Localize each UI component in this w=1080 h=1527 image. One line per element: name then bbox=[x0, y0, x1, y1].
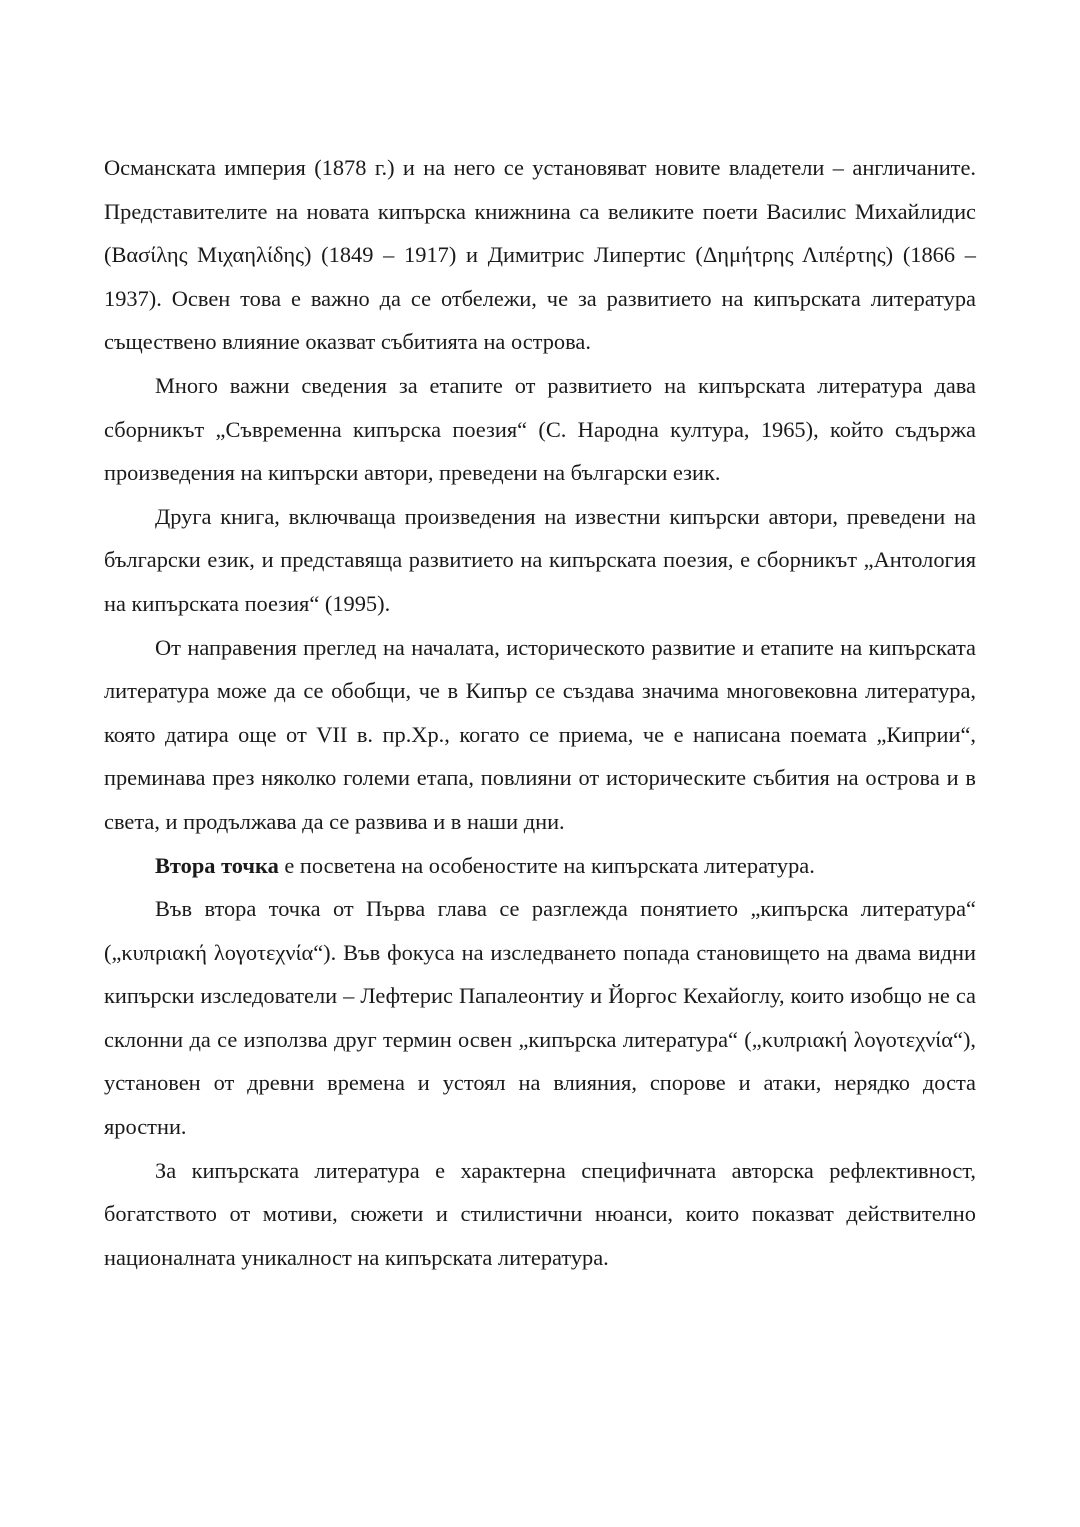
paragraph-5 bbox=[104, 844, 976, 888]
paragraph-6: Във втора точка от Първа глава се разглежда понятието „кипърска литература“ („κυπριακή λογοτεχνία“). Във фокуса на изследването попада становището на двама видни кипърски изследователи – Лефтерис Папалеонтиу и Йоргос Кехайоглу, които изобщо не са склонни да се използва друг термин освен „кипърска литература“ („κυπριακή λογοτεχνία“), установен от древни времена и устоял на влияния, спорове и атаки, нерядко доста яростни. bbox=[104, 896, 976, 1140]
paragraph-1: Османската империя (1878 г.) и на него се установяват новите владетели – англичаните. Представителите на новата кипърска книжнина са великите поети Василис Михайлидис (Βασίλης Μιχαηλίδης) (1849 – 1917) и Димитрис Липертис (Δημήτρης Λιπέρτης) (1866 – 1937). Освен това е важно да се отбележи, че за развитието на кипърската литература съществено влияние оказват събитията на острова. bbox=[104, 155, 976, 355]
paragraph-4: От направения преглед на началата, историческото развитие и етапите на кипърската литература може да се обобщи, че в Кипър се създава значима многовековна литература, която датира още от VII в. пр.Хр., когато се приема, че е написана поемата „Киприи“, преминава през няколко големи етапа, повлияни от историческите събития на острова и в света, и продължава да се развива и в наши дни. bbox=[104, 634, 976, 834]
paragraph-7: За кипърската литература е характерна специфичната авторска рефлективност, богатството от мотиви, сюжети и стилистични нюанси, които показват действително националната уникалност на кипърската литература. bbox=[104, 1157, 976, 1270]
paragraph-2: Много важни сведения за етапите от развитието на кипърската литература дава сборникът „Съвременна кипърска поезия“ (С. Народна култура, 1965), който съдържа произведения на кипърски автори, преведени на български език. bbox=[104, 372, 976, 486]
document-page bbox=[104, 146, 976, 1279]
section-heading-lead: Втора точка bbox=[155, 852, 279, 878]
paragraph-3: Друга книга, включваща произведения на известни кипърски автори, преведени на български език, и представяща развитието на кипърската поезия, е сборникът „Антология на кипърската поезия“ (1995). bbox=[104, 503, 976, 616]
paragraph-5-text: е посветена на особеностите на кипърската литература. bbox=[278, 852, 815, 878]
